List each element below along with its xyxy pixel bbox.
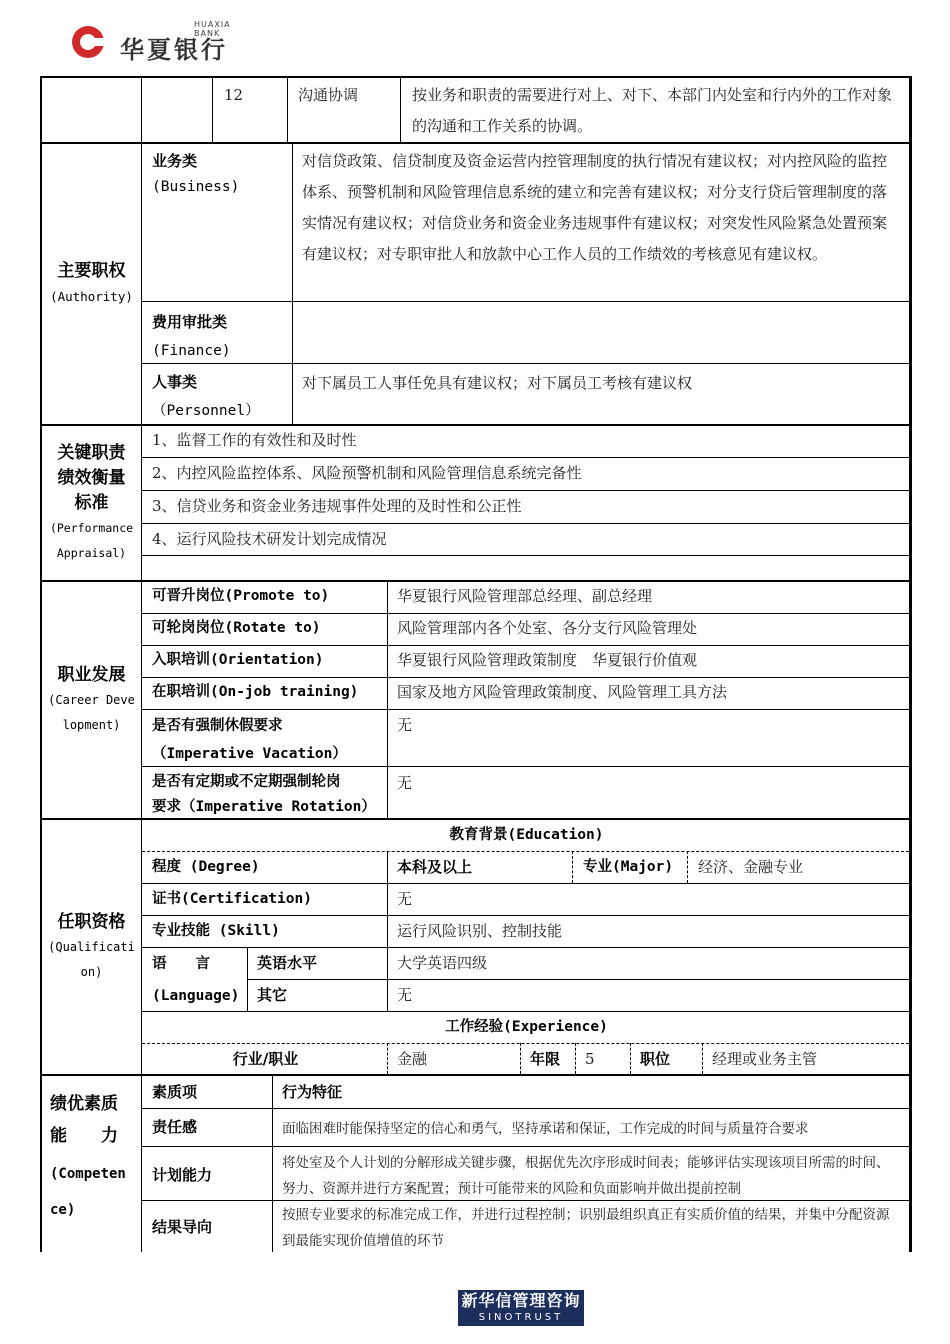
degree-value: 本科及以上 — [397, 858, 473, 876]
career-orientation-value: 华夏银行风险管理政策制度 华夏银行价值观 — [397, 651, 698, 669]
years-value: 5 — [585, 1050, 595, 1068]
competence-item-1: 责任感 — [152, 1118, 198, 1136]
industry-value: 金融 — [397, 1050, 428, 1068]
other-lang-value: 无 — [397, 986, 413, 1004]
other-lang-label: 其它 — [257, 986, 288, 1004]
career-title: 职业发展 — [57, 664, 126, 685]
duty-name: 沟通协调 — [298, 86, 359, 104]
qualification-title: 任职资格 — [57, 911, 126, 932]
sinotrust-badge — [458, 1290, 584, 1326]
authority-finance-label: 费用审批类 (Finance) — [152, 313, 231, 359]
skill-label: 专业技能 (Skill) — [152, 923, 280, 939]
kpi-title: 关键职责绩效衡量标准 — [57, 442, 126, 513]
cert-value: 无 — [397, 890, 413, 908]
duty-number: 12 — [224, 86, 244, 104]
career-block — [42, 580, 912, 818]
competence-col-item: 素质项 — [152, 1083, 198, 1101]
career-rotation-value: 无 — [397, 774, 413, 792]
competence-title-en: (Competen ce) — [50, 1166, 126, 1218]
career-vacation-value: 无 — [397, 716, 413, 734]
skill-value: 运行风险识别、控制技能 — [397, 922, 563, 940]
authority-title-en: (Authority) — [50, 289, 133, 304]
competence-item-3: 结果导向 — [152, 1218, 213, 1236]
kpi-block — [42, 424, 912, 580]
competence-title: 绩优素质 能 力 — [50, 1094, 118, 1146]
bank-logo — [70, 18, 260, 66]
cert-label: 证书(Certification) — [152, 891, 312, 907]
education-header: 教育背景(Education) — [449, 827, 604, 843]
authority-business-desc: 对信贷政策、信贷制度及资金运营内控管理制度的执行情况有建议权；对内控风险的监控体系、预警机制和风险管理信息系统的建立和完善有建议权；对分支行贷后管理制度的落实情况有建议权；对信贷业务和资金业务违规事件有建议权；对突发性风险紧急处置预案有建议权；对专职审批人和放款中心工作人员的工作绩效的考核意见有建议权。 — [302, 152, 888, 263]
competence-block — [42, 1074, 912, 1252]
years-label: 年限 — [530, 1050, 561, 1068]
huaxia-logo-icon — [70, 24, 110, 60]
career-orientation-label: 入职培训(Orientation) — [152, 652, 324, 668]
competence-col-desc: 行为特征 — [282, 1083, 343, 1101]
language-label: 语 言 (Language) — [152, 956, 240, 1004]
english-value: 大学英语四级 — [397, 954, 488, 972]
job-description-table — [40, 76, 912, 1252]
experience-header: 工作经验(Experience) — [445, 1019, 608, 1035]
position-value: 经理或业务主管 — [712, 1050, 818, 1068]
career-vacation-label: 是否有强制休假要求 （Imperative Vacation） — [152, 718, 347, 762]
authority-personnel-desc: 对下属员工人事任免具有建议权；对下属员工考核有建议权 — [302, 374, 693, 392]
position-label: 职位 — [640, 1050, 671, 1068]
qualification-block — [42, 818, 912, 1074]
sinotrust-name-en: SINOTRUST — [478, 1312, 564, 1323]
major-label: 专业(Major) — [583, 859, 674, 875]
degree-label: 程度 (Degree) — [152, 859, 260, 875]
kpi-item-4: 4、运行风险技术研发计划完成情况 — [152, 530, 387, 548]
major-value: 经济、金融专业 — [698, 858, 804, 876]
career-rotation-label: 是否有定期或不定期强制轮岗 要求（Imperative Rotation） — [152, 774, 376, 815]
career-rotate-label: 可轮岗岗位(Rotate to) — [152, 620, 321, 636]
authority-personnel-label: 人事类 （Personnel） — [152, 373, 260, 419]
competence-item-2: 计划能力 — [152, 1166, 213, 1184]
authority-business-label: 业务类 (Business) — [152, 152, 240, 195]
kpi-item-2: 2、内控风险监控体系、风险预警机制和风险管理信息系统完备性 — [152, 464, 582, 482]
qualification-title-en: (Qualification) — [48, 939, 135, 979]
authority-title: 主要职权 — [57, 261, 126, 281]
bank-name-en: HUAXIA BANK — [194, 20, 231, 38]
industry-label: 行业/职业 — [232, 1050, 299, 1068]
career-rotate-value: 风险管理部内各个处室、各分支行风险管理处 — [397, 619, 698, 637]
sinotrust-name-cn: 新华信管理咨询 — [461, 1291, 581, 1310]
english-label: 英语水平 — [257, 954, 318, 972]
career-title-en: (Career Development) — [48, 692, 135, 732]
authority-block — [42, 142, 912, 424]
kpi-item-3: 3、信贷业务和资金业务违规事件处理的及时性和公正性 — [152, 497, 522, 515]
kpi-item-1: 1、监督工作的有效性和及时性 — [152, 431, 357, 449]
competence-desc-1: 面临困难时能保持坚定的信心和勇气，坚持承诺和保证，工作完成的时间与质量符合要求 — [282, 1121, 809, 1137]
authority-finance-desc — [294, 304, 909, 308]
career-promote-label: 可晋升岗位(Promote to) — [152, 588, 330, 604]
bank-name-cn: 华夏银行 — [120, 36, 228, 64]
duties-block — [42, 76, 912, 142]
career-onjob-value: 国家及地方风险管理政策制度、风险管理工具方法 — [397, 683, 728, 701]
kpi-title-en: (Performance Appraisal) — [49, 520, 134, 560]
competence-desc-2: 将处室及个人计划的分解形成关键步骤，根据优先次序形成时间表；能够评估实现该项目所需的时间、努力、资源并进行方案配置；预计可能带来的风险和负面影响并做出提前控制 — [282, 1155, 890, 1197]
competence-desc-3: 按照专业要求的标准完成工作，并进行过程控制；识别最组织真正有实质价值的结果，并集中分配资源到最能实现价值增值的环节 — [282, 1207, 890, 1249]
duty-desc: 按业务和职责的需要进行对上、对下、本部门内处室和行内外的工作对象的沟通和工作关系的协调。 — [412, 86, 893, 135]
career-onjob-label: 在职培训(On-job training) — [152, 684, 359, 700]
career-promote-value: 华夏银行风险管理部总经理、副总经理 — [397, 587, 653, 605]
